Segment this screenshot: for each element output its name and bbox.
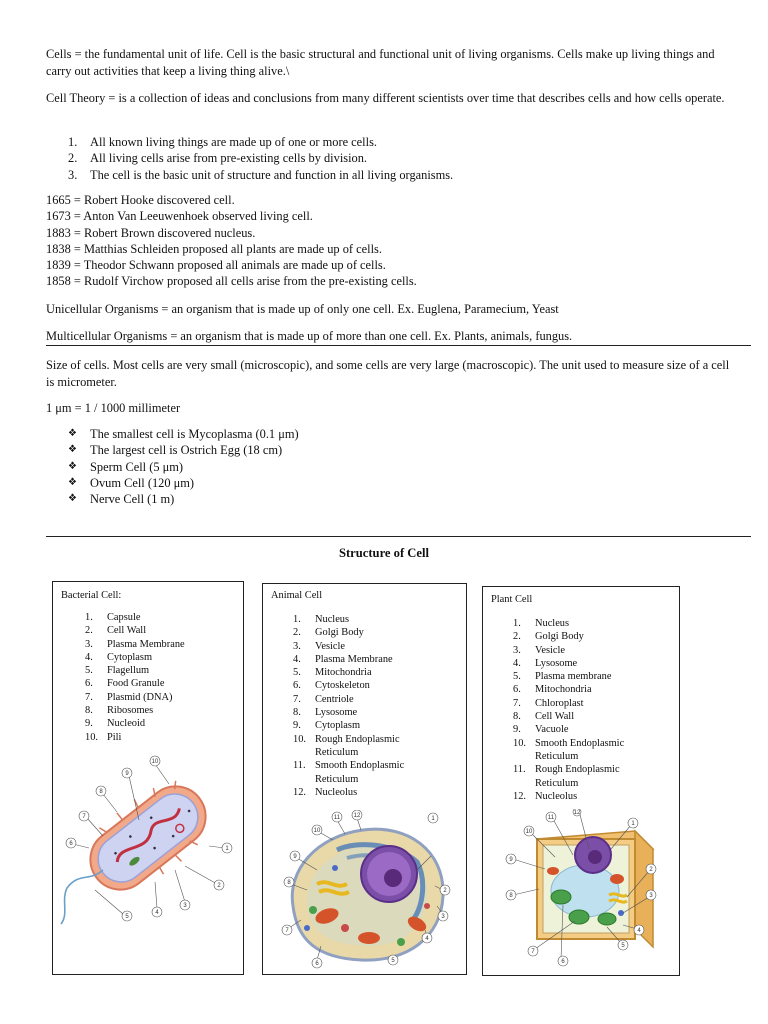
callout-label: 8 <box>287 880 291 886</box>
list-text: The largest cell is Ostrich Egg (18 cm) <box>90 443 283 458</box>
list-text: Nucleolus <box>315 786 358 798</box>
list-text: Golgi Body <box>535 631 584 643</box>
animal-cell-box <box>262 583 467 975</box>
list-text: Smooth Endoplasmic Reticulum <box>535 737 625 762</box>
cell-theory-list <box>68 134 453 183</box>
unicellular-definition: Unicellular Organisms = an organism that is made up of only one cell. Ex. Euglena, Paramecium, Yeast <box>46 302 559 316</box>
list-number: 3. <box>85 638 93 650</box>
list-number: 11. <box>293 760 306 772</box>
divider <box>46 536 751 537</box>
plant-cell-box <box>482 586 680 976</box>
list-number: 8. <box>85 705 93 717</box>
diamond-bullet-icon: ❖ <box>68 460 77 472</box>
list-text: Flagellum <box>107 665 150 677</box>
callout-label: 7 <box>531 949 535 955</box>
list-item <box>513 723 653 736</box>
callout-label: 4 <box>425 936 429 942</box>
list-number: 1. <box>85 612 93 623</box>
callout-label: 5 <box>125 914 129 920</box>
list-item <box>293 719 433 732</box>
list-number: 5. <box>293 667 301 679</box>
discovery-timeline <box>46 192 417 290</box>
list-text: Cell Wall <box>535 711 575 723</box>
bacterial-cell-diagram <box>59 754 237 930</box>
list-number: 1. <box>68 135 78 149</box>
list-text: Vesicle <box>315 640 346 652</box>
list-number: 4. <box>513 657 521 669</box>
list-text: Ovum Cell (120 μm) <box>90 475 195 490</box>
box-heading: Plant Cell <box>491 594 533 605</box>
callout-label: 3 <box>649 893 653 899</box>
list-number: 6. <box>513 684 521 696</box>
callout-label: 12 <box>573 810 581 816</box>
list-number: 2. <box>68 151 78 166</box>
list-item <box>293 613 433 626</box>
callout-label: 8 <box>99 789 103 795</box>
list-text: Plasma Membrane <box>107 638 185 650</box>
multicellular-definition: Multicellular Organisms = an organism that is made up of more than one cell. Ex. Plants, animals, fungus. <box>46 329 573 343</box>
list-text: Plasmid (DNA) <box>107 691 173 703</box>
list-text: Lysosome <box>535 657 578 669</box>
list-item <box>85 624 185 637</box>
list-text: Cell Wall <box>107 625 147 637</box>
list-item <box>513 763 653 790</box>
list-item <box>68 475 299 491</box>
callout-label: 10 <box>313 828 321 834</box>
list-item <box>85 731 185 744</box>
list-item <box>513 657 653 670</box>
bacterial-cell-illustration <box>73 767 223 909</box>
list-item <box>293 759 433 786</box>
micrometer-definition: 1 μm = 1 / 1000 millimeter <box>46 401 181 415</box>
animal-cell-diagram <box>277 810 455 970</box>
list-text: Mitochondria <box>535 684 592 696</box>
animal-cell-illustration <box>292 829 443 960</box>
list-item <box>68 426 299 442</box>
callout-label: 9 <box>125 771 129 777</box>
list-number: 2. <box>85 625 93 637</box>
list-number: 11. <box>513 764 526 776</box>
list-number: 6. <box>293 680 301 692</box>
list-text: Plasma Membrane <box>315 653 393 665</box>
diamond-bullet-icon: ❖ <box>68 476 77 488</box>
callout-label: 4 <box>155 910 159 916</box>
list-item <box>293 733 433 760</box>
callout-label: 10 <box>151 759 159 765</box>
list-item <box>293 693 433 706</box>
list-text: Nucleolus <box>535 790 578 802</box>
list-item <box>513 683 653 696</box>
list-text: Rough Endoplasmic Reticulum <box>535 764 620 789</box>
list-number: 4. <box>85 651 93 663</box>
list-number: 10. <box>513 737 526 749</box>
list-item <box>85 651 185 664</box>
callout-label: 9 <box>509 857 513 863</box>
list-item <box>68 134 453 150</box>
callout-label: 11 <box>547 815 555 821</box>
callout-label: 2 <box>649 867 653 873</box>
callout-label: 9 <box>293 854 297 860</box>
callout-label: 11 <box>333 815 341 821</box>
callout-label: 1 <box>431 816 435 822</box>
list-text: Nerve Cell (1 m) <box>90 492 175 507</box>
list-item <box>513 670 653 683</box>
cell-theory-definition: Cell Theory = is a collection of ideas and conclusions from many different scientists over time that describes cells and how cells operate. <box>46 91 725 105</box>
list-item <box>293 626 433 639</box>
list-item <box>85 611 185 624</box>
bacterial-cell-box <box>52 581 244 975</box>
callout-label: 2 <box>443 888 447 894</box>
list-item <box>513 710 653 723</box>
list-text: Vesicle <box>535 644 566 656</box>
list-item <box>85 691 185 704</box>
list-text: Lysosome <box>315 707 358 719</box>
list-number: 6. <box>85 678 93 690</box>
list-item <box>68 459 299 475</box>
box-heading: Animal Cell <box>271 590 323 601</box>
diamond-bullet-icon: ❖ <box>68 428 77 439</box>
list-item <box>85 664 185 677</box>
cell-size-list <box>68 426 299 507</box>
list-text: Smooth Endoplasmic Reticulum <box>315 760 405 785</box>
divider <box>46 345 751 346</box>
plant-cell-diagram <box>503 809 673 969</box>
callout-label: 5 <box>621 943 625 949</box>
list-number: 9. <box>293 720 301 732</box>
list-item <box>293 666 433 679</box>
timeline-entry: 1858 = Rudolf Virchow proposed all cells arise from the pre-existing cells. <box>46 274 417 289</box>
callout-label: 2 <box>217 883 221 889</box>
list-text: Cytoskeleton <box>315 680 370 692</box>
list-text: The cell is the basic unit of structure and function in all living organisms. <box>90 167 454 182</box>
callout-label: 6 <box>69 841 73 847</box>
callout-label: 12 <box>353 813 361 819</box>
callout-label: 7 <box>82 814 86 820</box>
callout-label: 10 <box>525 829 533 835</box>
list-text: Pili <box>107 731 122 743</box>
list-number: 8. <box>293 707 301 719</box>
callout-label: 3 <box>183 903 187 909</box>
animal-parts-list <box>293 613 433 799</box>
list-number: 9. <box>513 724 521 736</box>
bacterial-parts-list <box>85 611 185 744</box>
list-text: Centriole <box>315 693 354 705</box>
callout-label: 1 <box>225 846 229 852</box>
list-number: 7. <box>293 693 301 705</box>
list-item <box>513 737 653 764</box>
list-text: Rough Endoplasmic Reticulum <box>315 733 400 758</box>
section-title: Structure of Cell <box>338 546 429 560</box>
list-number: 5. <box>513 671 521 683</box>
list-item <box>85 638 185 651</box>
list-text: All living cells arise from pre-existing cells by division. <box>90 151 368 166</box>
callout-label: 6 <box>561 959 565 965</box>
list-number: 3. <box>68 167 78 182</box>
list-item <box>85 704 185 717</box>
list-text: Nucleus <box>535 618 570 629</box>
list-number: 7. <box>85 691 93 703</box>
list-text: Sperm Cell (5 μm) <box>90 459 184 474</box>
list-item <box>68 442 299 458</box>
callout-label: 8 <box>509 893 513 899</box>
list-text: Food Granule <box>107 678 165 690</box>
callout-label: 7 <box>285 928 289 934</box>
timeline-entry: 1883 = Robert Brown discovered nucleus. <box>46 225 256 240</box>
callout-label: 4 <box>637 928 641 934</box>
list-item <box>513 617 653 630</box>
list-item <box>293 640 433 653</box>
timeline-entry: 1838 = Matthias Schleiden proposed all plants are made up of cells. <box>46 241 382 256</box>
cells-definition: Cells = the fundamental unit of life. Cell is the basic structural and functional unit of living organisms. Cells make up living things and carry out activities that keep a living thing alive.\ <box>46 47 715 78</box>
list-text: Capsule <box>107 612 141 623</box>
list-number: 10. <box>85 731 98 743</box>
list-item <box>293 786 433 799</box>
list-number: 10. <box>293 733 306 745</box>
box-heading: Bacterial Cell: <box>61 590 122 601</box>
list-text: Nucleoid <box>107 718 146 730</box>
list-item <box>85 677 185 690</box>
list-text: Nucleus <box>315 614 350 625</box>
callout-label: 3 <box>441 914 445 920</box>
list-item <box>513 630 653 643</box>
list-text: Ribosomes <box>107 705 154 717</box>
list-number: 7. <box>513 697 521 709</box>
list-number: 2. <box>513 631 521 643</box>
list-item <box>293 679 433 692</box>
list-number: 12. <box>513 790 526 802</box>
list-number: 3. <box>293 640 301 652</box>
list-item <box>293 653 433 666</box>
list-text: Cytoplasm <box>315 720 361 732</box>
diamond-bullet-icon: ❖ <box>68 493 77 505</box>
list-item <box>68 491 299 507</box>
callout-label: 1 <box>631 821 635 827</box>
list-item <box>513 790 653 803</box>
list-text: Golgi Body <box>315 627 364 639</box>
list-number: 8. <box>513 711 521 723</box>
list-number: 5. <box>85 665 93 677</box>
list-number: 4. <box>293 653 301 665</box>
list-number: 1. <box>513 618 521 629</box>
list-item <box>293 706 433 719</box>
list-number: 12. <box>293 786 306 798</box>
list-number: 3. <box>513 644 521 656</box>
list-number: 1. <box>293 614 301 625</box>
list-text: Cytoplasm <box>107 651 153 663</box>
timeline-entry: 1839 = Theodor Schwann proposed all animals are made up of cells. <box>46 258 386 273</box>
diamond-bullet-icon: ❖ <box>68 444 77 456</box>
list-number: 9. <box>85 718 93 730</box>
list-number: 2. <box>293 627 301 639</box>
timeline-entry: 1673 = Anton Van Leeuwenhoek observed living cell. <box>46 209 313 224</box>
callout-label: 6 <box>315 961 319 967</box>
list-text: Plasma membrane <box>535 671 612 683</box>
list-item <box>68 167 453 183</box>
list-item <box>513 644 653 657</box>
callout-label: 5 <box>391 958 395 964</box>
list-item <box>85 717 185 730</box>
size-paragraph: Size of cells. Most cells are very small (microscopic), and some cells are very large (macroscopic). The unit used to measure size of a cell is micrometer. <box>46 358 730 389</box>
list-item <box>68 150 453 166</box>
list-text: All known living things are made up of one or more cells. <box>90 135 377 149</box>
list-item <box>513 697 653 710</box>
list-text: Vacuole <box>535 724 569 736</box>
list-text: Chloroplast <box>535 697 584 709</box>
list-text: Mitochondria <box>315 667 372 679</box>
plant-parts-list <box>513 617 653 803</box>
timeline-entry: 1665 = Robert Hooke discovered cell. <box>46 193 235 207</box>
list-text: The smallest cell is Mycoplasma (0.1 μm) <box>90 427 299 441</box>
